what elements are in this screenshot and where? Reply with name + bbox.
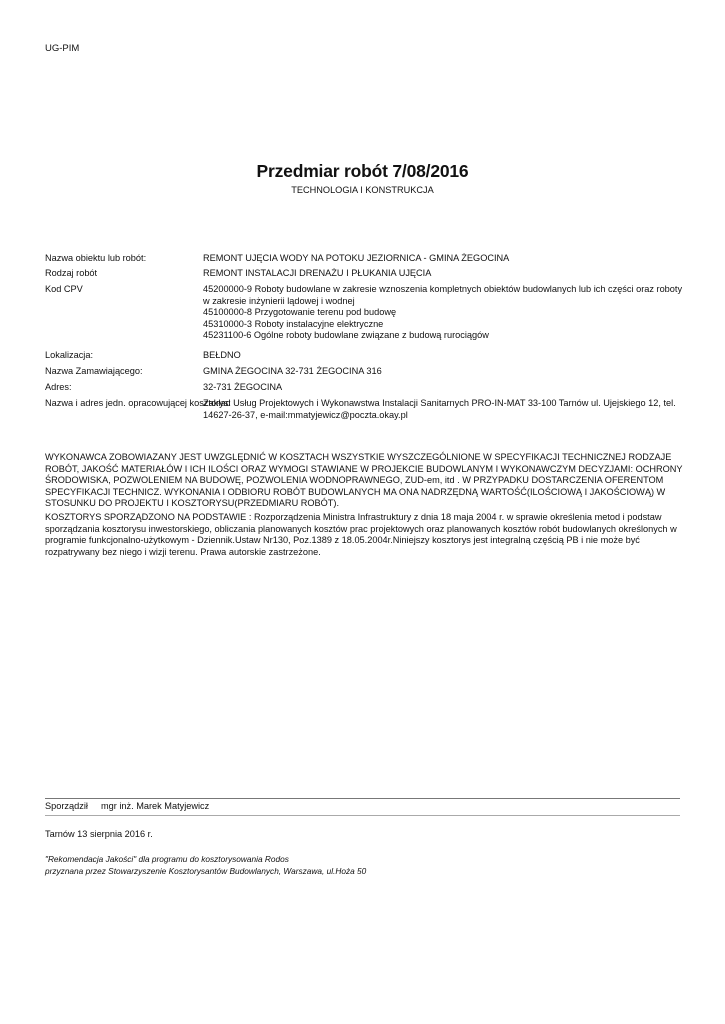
document-subtitle: TECHNOLOGIA I KONSTRUKCJA bbox=[291, 185, 434, 195]
footer-divider bbox=[45, 798, 680, 799]
info-value: GMINA ŻEGOCINA 32-731 ŻEGOCINA 316 bbox=[203, 366, 382, 376]
info-label: Nazwa i adres jedn. opracowującej kosztorys: bbox=[45, 398, 231, 408]
document-title: Przedmiar robót 7/08/2016 bbox=[256, 161, 469, 181]
notes-section bbox=[45, 452, 685, 560]
contractor-obligation-note: WYKONAWCA ZOBOWIAZANY JEST UWZGLĘDNIĆ W KOSZTACH WSZYSTKIE WYSZCZEGÓLNIONE W SPECYFIKACJI TECHNICZNEJ RODZAJE ROBÓT, JAKOŚĆ MATERIAŁÓW I ICH ILOŚCI ORAZ WYMOGI STAWIANE W PROJEKCIE BUDOWLANYM I WYKONAWCZYM DECYZJAMI: OCHRONY ŚRODOWISKA, POZWOLENIEM NA BUDOWĘ, POZWOLENIA WODNOPRAWNEGO, ZUD-em, itd . W PRZYPADKU DOSTARCZENIA OFERENTOM SPECYFIKACJI TECHNICZ. WYKONANIA I ODBIORU ROBÓT BUDOWLANYCH MA ONA NADRZĘDNĄ WARTOŚĆ(ILOŚCIOWĄ I JAKOŚCIOWĄ) W STOSUNKU DO PROJEKTU I KOSZTORYSU(PRZEDMIARU ROBÓT). bbox=[45, 452, 683, 509]
info-label: Adres: bbox=[45, 382, 72, 392]
info-value: 32-731 ŻEGOCINA bbox=[203, 382, 283, 392]
info-label: Nazwa obiektu lub robót: bbox=[45, 253, 147, 263]
quality-recommendation bbox=[45, 854, 366, 877]
info-value: BEŁDNO bbox=[203, 350, 241, 360]
cpv-line: 45310000-3 Roboty instalacyjne elektryczne bbox=[203, 318, 384, 329]
recommendation-line: "Rekomendacja Jakości" dla programu do kosztorysowania Rodos bbox=[45, 854, 289, 864]
place-date: Tarnów 13 sierpnia 2016 r. bbox=[45, 829, 153, 839]
cpv-line: 45200000-9 Roboty budowlane w zakresie wznoszenia kompletnych obiektów budowlanych lub ich części oraz roboty w zakresie inżynierii lądowej i wodnej bbox=[203, 284, 683, 306]
info-value: REMONT INSTALACJI DRENAŻU I PŁUKANIA UJĘCIA bbox=[203, 268, 432, 278]
cpv-list bbox=[203, 284, 685, 342]
prepared-by bbox=[45, 801, 209, 811]
recommendation-line: przyznana przez Stowarzyszenie Kosztorysantów Budowlanych, Warszawa, ul.Hoża 50 bbox=[45, 865, 367, 876]
cpv-line: 45100000-8 Przygotowanie terenu pod budowę bbox=[203, 307, 397, 318]
preparer-value bbox=[203, 398, 685, 421]
cpv-line: 45231100-6 Ogólne roboty budowlane związane z budową rurociągów bbox=[203, 330, 489, 341]
footer-divider bbox=[45, 815, 680, 816]
prepared-by-name: mgr inż. Marek Matyjewicz bbox=[101, 801, 210, 811]
info-label: Nazwa Zamawiającego: bbox=[45, 366, 143, 376]
info-label: Rodzaj robót bbox=[45, 268, 98, 278]
info-value: REMONT UJĘCIA WODY NA POTOKU JEZIORNICA - GMINA ŻEGOCINA bbox=[203, 253, 510, 263]
preparer-line: Zakład Usług Projektowych i Wykonawstwa Instalacji Sanitarnych PRO-IN-MAT 33-100 Tarnów ul. Ujejskiego 12, tel. bbox=[203, 398, 676, 408]
cost-estimate-basis-note: KOSZTORYS SPORZĄDZONO NA PODSTAWIE : Rozporządzenia Ministra Infrastruktury z dnia 18 maja 2004 r. w sprawie określenia metod i podstaw sporządzania kosztorysu inwestorskiego, obliczania planowanych kosztów prac projektowych oraz planowanych kosztów robót budowlanych określonych w programie funkcjonalno-użytkowym - Dziennik.Ustaw Nr130, Poz.1389 z 18.05.2004r.Niniejszy kosztorys jest integralną częścią PB i nie może być rozpatrywany bez niego i wizji terenu. Prawa autorskie zastrzeżone. bbox=[45, 511, 677, 557]
header-code: UG-PIM bbox=[45, 43, 80, 54]
info-label: Kod CPV bbox=[45, 284, 83, 294]
info-label: Lokalizacja: bbox=[45, 350, 94, 360]
prepared-by-label: Sporządził bbox=[45, 801, 88, 811]
preparer-line: 14627-26-37, e-mail:mmatyjewicz@poczta.okay.pl bbox=[203, 409, 408, 420]
